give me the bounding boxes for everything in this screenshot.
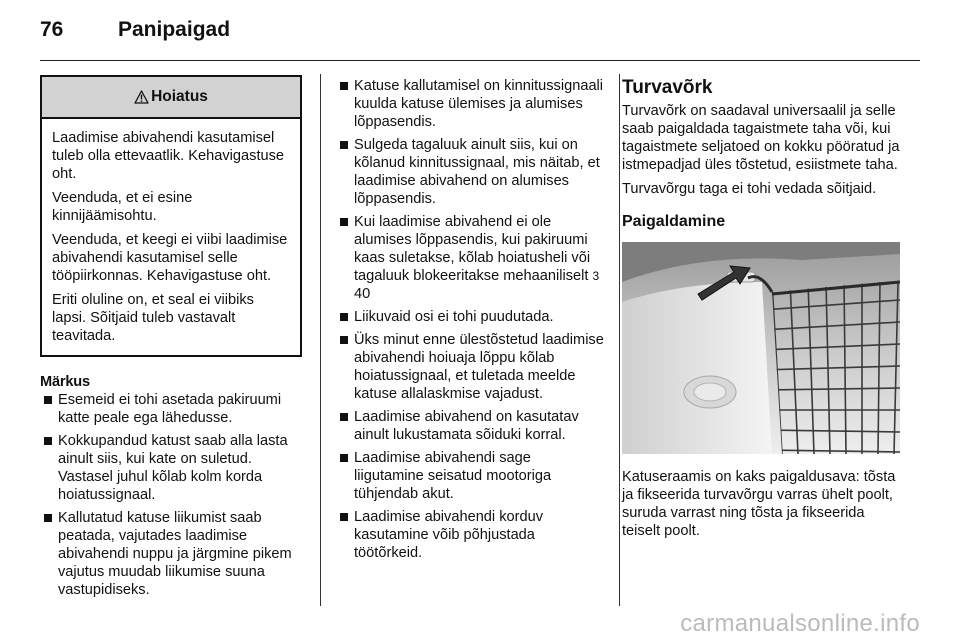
- bullet-square-icon: [340, 454, 348, 462]
- warning-paragraph: Veenduda, et ei esine kinnijäämisohtu.: [52, 190, 193, 224]
- list-item: Katuse kallutamisel on kinnitussignaali kuulda katuse ülemises ja alumises lõppasendis.: [338, 77, 604, 131]
- subsection-title: Paigaldamine: [622, 213, 726, 230]
- right-column: [622, 77, 902, 546]
- section-paragraph: Turvavõrgu taga ei tohi vedada sõitjaid.: [622, 181, 877, 197]
- column-divider-right: [619, 74, 620, 606]
- watermark: carmanualsonline.info: [680, 610, 920, 637]
- page-reference-icon: 3: [592, 269, 600, 283]
- note-item: Kallutatud katuse liikumist saab peatada, vajutades laadimise abivahendi nuppu ja järgmine pikem vajutus muudab liikumise suuna vastupidiseks.: [42, 509, 302, 599]
- image-caption: Katuseraamis on kaks paigaldusava: tõsta ja fikseerida turvavõrgu varras ühelt poolt, suruda varrast ning tõsta ja fikseerida teiselt poolt.: [622, 469, 896, 539]
- bullet-square-icon: [44, 514, 52, 522]
- note-item: Kokkupandud katust saab alla lasta ainult siis, kui kate on suletud. Vastasel juhul kõlab kolm korda hoiatussignaal.: [42, 432, 302, 504]
- note-title: Märkus: [40, 374, 90, 390]
- section-title: Turvavõrk: [622, 77, 713, 98]
- warning-triangle-icon: [134, 90, 149, 104]
- middle-column: [338, 77, 604, 567]
- column-divider-left: [320, 74, 321, 606]
- warning-title: Hoiatus: [151, 88, 208, 105]
- bullet-square-icon: [340, 218, 348, 226]
- list-item: Sulgeda tagaluuk ainult siis, kui on kõlanud kinnitussignaal, mis näitab, et laadimise abivahend on alumises lõppasendis.: [338, 136, 604, 208]
- bullet-square-icon: [340, 141, 348, 149]
- list-item: Laadimise abivahendi sage liigutamine seisatud mootoriga tühjendab akut.: [338, 449, 604, 503]
- bullet-square-icon: [340, 313, 348, 321]
- list-item: Laadimise abivahendi korduv kasutamine võib põhjustada töötõrkeid.: [338, 508, 604, 562]
- note-list: [42, 391, 302, 599]
- page-number: 76: [40, 18, 64, 41]
- page-reference-number[interactable]: 40: [354, 286, 371, 302]
- warning-box: [40, 75, 302, 357]
- warning-body: [42, 119, 300, 355]
- note-item: Esemeid ei tohi asetada pakiruumi katte peale ega lähedusse.: [42, 391, 302, 427]
- safety-net-installation-image: [622, 242, 900, 454]
- warning-paragraph: Eriti oluline on, et seal ei viibiks lapsi. Sõitjaid tuleb vastavalt teavitada.: [52, 292, 254, 344]
- bullet-square-icon: [340, 413, 348, 421]
- list-item: Liikuvaid osi ei tohi puudutada.: [338, 308, 604, 326]
- left-column: [40, 75, 302, 604]
- bullet-square-icon: [44, 437, 52, 445]
- middle-list: [338, 77, 604, 562]
- page-title: Panipaigad: [118, 18, 231, 41]
- header-divider: [40, 60, 920, 61]
- warning-paragraph: Laadimise abivahendi kasutamisel tuleb olla ettevaatlik. Kehavigastuse oht.: [52, 130, 285, 182]
- warning-header: [42, 77, 300, 119]
- bullet-square-icon: [44, 396, 52, 404]
- bullet-square-icon: [340, 82, 348, 90]
- list-item: Üks minut enne ülestõstetud laadimise abivahendi hoiuaja lõppu kõlab hoiatussignaal, et tuletada meelde katuse allalaskmise vajadust.: [338, 331, 604, 403]
- section-paragraph: Turvavõrk on saadaval universaalil ja selle saab paigaldada tagaistmete taha või, kui tagaistmete seljatoed on kokku pööratud ja istmepadjad üles tõstetud, esiistmete taha.: [622, 103, 900, 173]
- bullet-square-icon: [340, 336, 348, 344]
- bullet-square-icon: [340, 513, 348, 521]
- warning-paragraph: Veenduda, et keegi ei viibi laadimise abivahendi kasutamisel selle tööpiirkonnas. Kehavigastuse oht.: [52, 232, 288, 284]
- page-header: [40, 18, 230, 48]
- list-item: Laadimise abivahend on kasutatav ainult lukustamata sõiduki korral.: [338, 408, 604, 444]
- list-item: Kui laadimise abivahend ei ole alumises lõppasendis, kui pakiruumi kaas suletakse, kõlab hoiatusheli või tagaluuk blokeeritakse mehaaniliselt 3 40: [338, 213, 604, 303]
